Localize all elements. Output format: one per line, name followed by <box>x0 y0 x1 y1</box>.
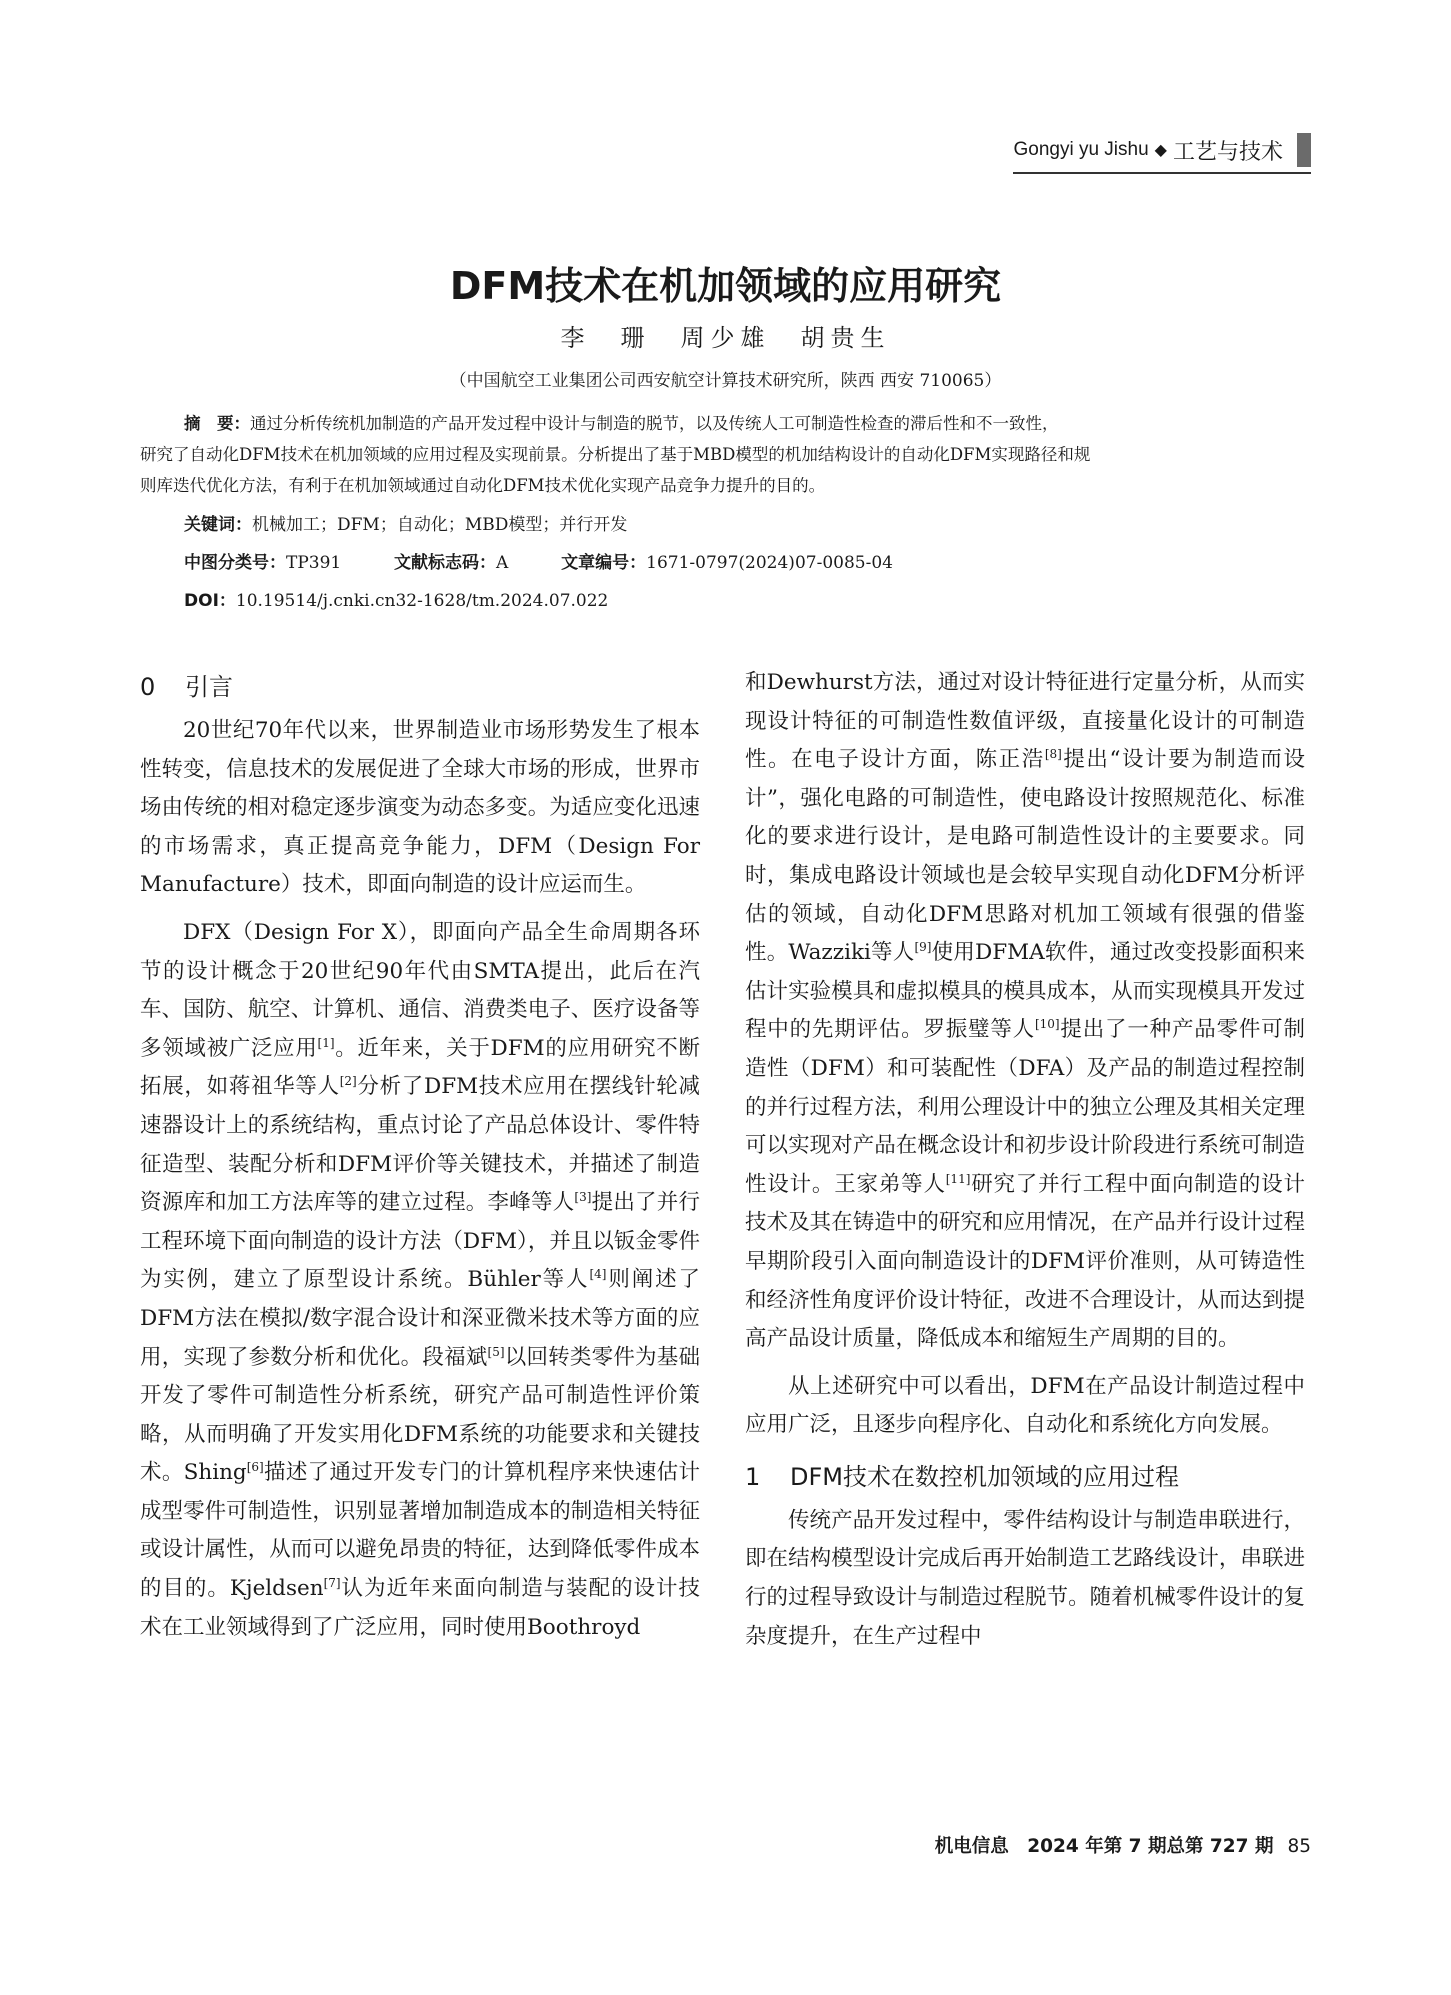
diamond-icon: ◆ <box>1154 142 1167 159</box>
doi-label: DOI： <box>184 591 236 611</box>
abstract-line-1: 通过分析传统机加制造的产品开发过程中设计与制造的脱节，以及传统人工可制造性检查的滞后性和不一致性， <box>250 414 1059 433</box>
doi-value: 10.19514/j.cnki.cn32-1628/tm.2024.07.022 <box>235 591 609 611</box>
section-heading-1 <box>745 1454 1305 1500</box>
right-column <box>745 664 1305 1656</box>
article-number-value: 1671-0797(2024)07-0085-04 <box>646 553 893 573</box>
running-head-pinyin: Gongyi yu Jishu <box>1013 139 1149 160</box>
paper-title: DFM技术在机加领域的应用研究 <box>449 264 1002 308</box>
section-heading-0 <box>140 664 700 710</box>
paragraph: 从上述研究中可以看出，DFM在产品设计制造过程中应用广泛，且逐步向程序化、自动化和系统化方向发展。 <box>745 1373 1305 1438</box>
abstract-line-3: 则库迭代优化方法，有利于在机加领域通过自动化DFM技术优化实现产品竞争力提升的目的。 <box>140 476 826 495</box>
abstract-line-2: 研究了自动化DFM技术在机加领域的应用过程及实现前景。分析提出了基于MBD模型的机加结构设计的自动化DFM实现路径和规 <box>140 445 1091 464</box>
left-column <box>140 664 700 1647</box>
section-number: 0 <box>140 673 156 701</box>
citation: [6] <box>246 1460 264 1475</box>
header-rule <box>1013 172 1311 174</box>
citation: [4] <box>589 1267 607 1282</box>
citation: [7] <box>323 1575 341 1590</box>
affiliation: （中国航空工业集团公司西安航空计算技术研究所，陕西 西安 710065） <box>449 371 1002 391</box>
section-title: 引言 <box>185 673 233 701</box>
keywords-text: 机械加工；DFM；自动化；MBD模型；并行开发 <box>252 515 628 535</box>
citation: [8] <box>1044 747 1062 762</box>
journal-issue: 机电信息 2024 年第 7 期总第 727 期 <box>934 1836 1274 1857</box>
citation: [5] <box>487 1344 505 1359</box>
page-footer <box>935 1832 1311 1858</box>
article-number-label: 文章编号： <box>561 553 647 573</box>
citation: [9] <box>914 940 932 954</box>
page-number: 85 <box>1287 1836 1311 1857</box>
doc-code-value: A <box>496 553 509 573</box>
classification <box>184 548 893 573</box>
doc-code-label: 文献标志码： <box>394 553 497 573</box>
keywords-label: 关键词： <box>184 515 252 535</box>
running-head-section: 工艺与技术 <box>1172 139 1283 165</box>
citation: [2] <box>339 1074 357 1089</box>
section-number: 1 <box>745 1462 761 1491</box>
doi <box>184 586 608 611</box>
paragraph: 和Dewhurst方法，通过对设计特征进行定量分析，从而实现设计特征的可制造性数值评级，直接量化设计的可制造性。在电子设计方面，陈正浩[8]提出“设计要为制造而设计”，强化电路的可制造性，使电路设计按照规范化、标准化的要求进行设计，是电路可制造性设计的主要要求。同时，集成电路设计领域也是会较早实现自动化DFM分析评估的领域，自动化DFM思路对机加工领域有很强的借鉴性。Wazziki等人[9]使用DFMA软件，通过改变投影面积来估计实验模具和虚拟模具的模具成本，从而实现模具开发过程中的先期评估。罗振璧等人[10]提出了一种产品零件可制造性（DFM）和可装配性（DFA）及产品的制造过程控制的并行过程方法，利用公理设计中的独立公理及其相关定理可以实现对产品在概念设计和初步设计阶段进行系统可制造性设计。王家弟等人[11]研究了并行工程中面向制造的设计技术及其在铸造中的研究和应用情况，在产品并行设计过程早期阶段引入面向制造设计的DFM评价准则，从可铸造性和经济性角度评价设计特征，改进不合理设计，从而达到提高产品设计质量，降低成本和缩短生产周期的目的。 <box>745 670 1305 1352</box>
paragraph: 20世纪70年代以来，世界制造业市场形势发生了根本性转变，信息技术的发展促进了全球大市场的形成，世界市场由传统的相对稳定逐步演变为动态多变。为适应变化迅速的市场需求，真正提高竞争能力，DFM（Design For Manufacture）技术，即面向制造的设计应运而生。 <box>140 718 700 898</box>
clc-value: TP391 <box>286 553 342 573</box>
abstract-label: 摘 要： <box>184 414 250 433</box>
abstract <box>140 408 1310 501</box>
section-title: DFM技术在数控机加领域的应用过程 <box>790 1462 1179 1491</box>
citation: [3] <box>574 1189 592 1204</box>
authors: 李 珊 周少雄 胡贵生 <box>560 324 891 352</box>
citation: [11] <box>945 1171 971 1186</box>
running-head <box>1013 132 1311 168</box>
clc-label: 中图分类号： <box>184 553 286 573</box>
paragraph: 传统产品开发过程中，零件结构设计与制造串联进行，即在结构模型设计完成后再开始制造工艺路线设计，串联进行的过程导致设计与制造过程脱节。随着机械零件设计的复杂度提升，在生产过程中 <box>745 1507 1305 1649</box>
citation: [1] <box>317 1035 335 1050</box>
citation: [10] <box>1034 1017 1060 1032</box>
keywords <box>184 510 627 535</box>
paragraph: DFX（Design For X），即面向产品全生命周期各环节的设计概念于20世纪90年代由SMTA提出，此后在汽车、国防、航空、计算机、通信、消费类电子、医疗设备等多领域被广泛应用[1]。近年来，关于DFM的应用研究不断拓展，如蒋祖华等人[2]分析了DFM技术应用在摆线针轮减速器设计上的系统结构，重点讨论了产品总体设计、零件特征造型、装配分析和DFM评价等关键技术，并描述了制造资源库和加工方法库等的建立过程。李峰等人[3]提出了并行工程环境下面向制造的设计方法（DFM），并且以钣金零件为实例，建立了原型设计系统。Bühler等人[4]则阐述了DFM方法在模拟/数字混合设计和深亚微米技术等方面的应用，实现了参数分析和优化。段福斌[5]以回转类零件为基础开发了零件可制造性分析系统，研究产品可制造性评价策略，从而明确了开发实用化DFM系统的功能要求和关键技术。Shing[6]描述了通过开发专门的计算机程序来快速估计成型零件可制造性，识别显著增加制造成本的制造相关特征或设计属性，从而可以避免昂贵的特征，达到降低零件成本的目的。Kjeldsen[7]认为近年来面向制造与装配的设计技术在工业领域得到了广泛应用，同时使用Boothroyd <box>140 919 700 1640</box>
header-bar <box>1297 133 1311 167</box>
